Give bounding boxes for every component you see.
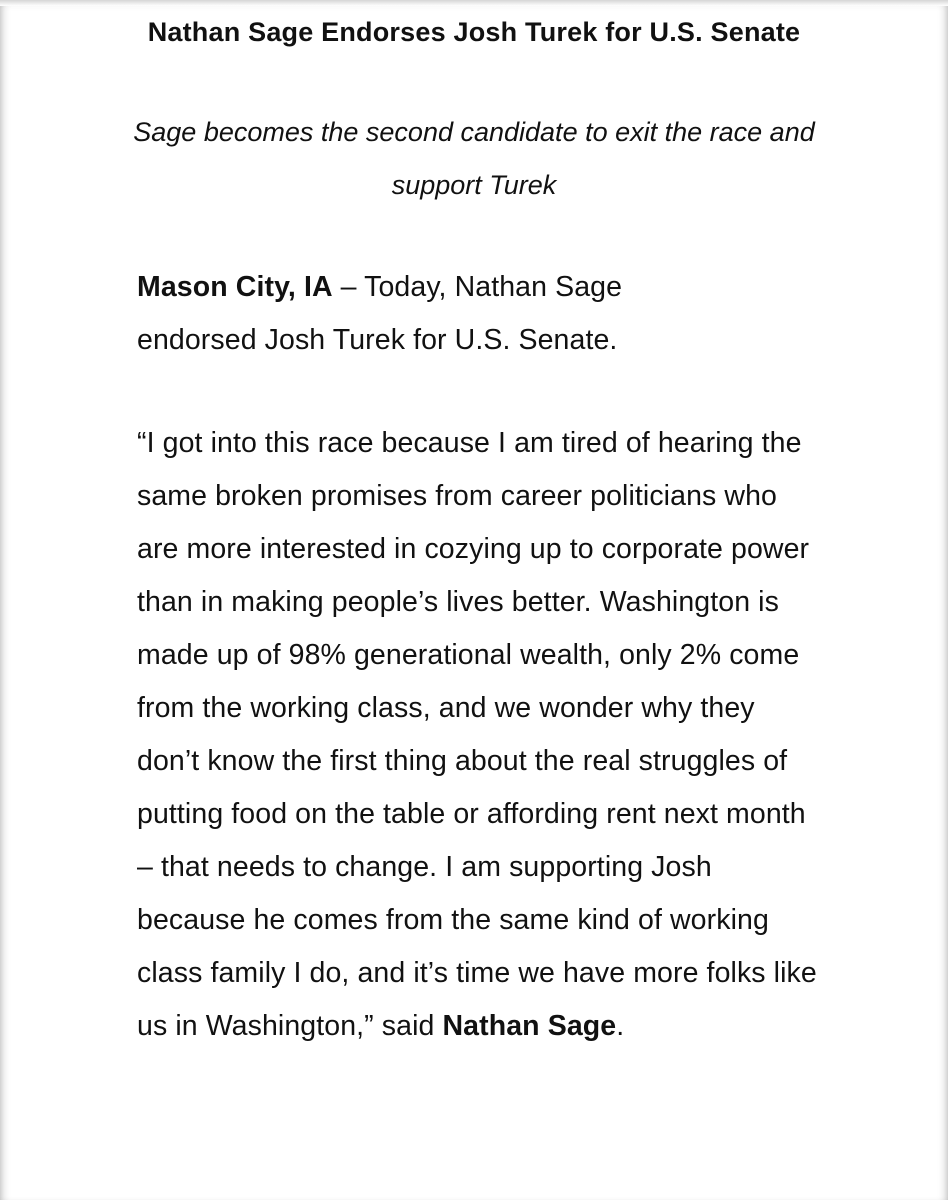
- quote-end: .: [616, 1010, 625, 1042]
- quote-speaker: Nathan Sage: [442, 1010, 617, 1042]
- dateline-paragraph: [137, 261, 697, 367]
- subheadline: Sage becomes the second candidate to exit the race and support Turek: [133, 117, 815, 200]
- headline: Nathan Sage Endorses Josh Turek for U.S. Senate: [147, 17, 801, 47]
- quote-paragraph: [137, 417, 817, 1053]
- dateline-text: – Today, Nathan Sage endorsed Josh Turek for U.S. Senate.: [137, 271, 623, 356]
- quote-text: “I got into this race because I am tired of hearing the same broken promises from career politicians who are more interested in cozying up to corporate power than in making people’s lives better. Washington is made up of 98% generational wealth, only 2% come from the working class, and we wonder why they don’t know the first thing about the real struggles of putting food on the table or affording rent next month – that needs to change. I am supporting Josh because he comes from the same kind of working class family I do, and it’s time we have more folks like us in Washington,” said: [137, 427, 817, 1042]
- dateline-location: Mason City, IA: [137, 271, 333, 303]
